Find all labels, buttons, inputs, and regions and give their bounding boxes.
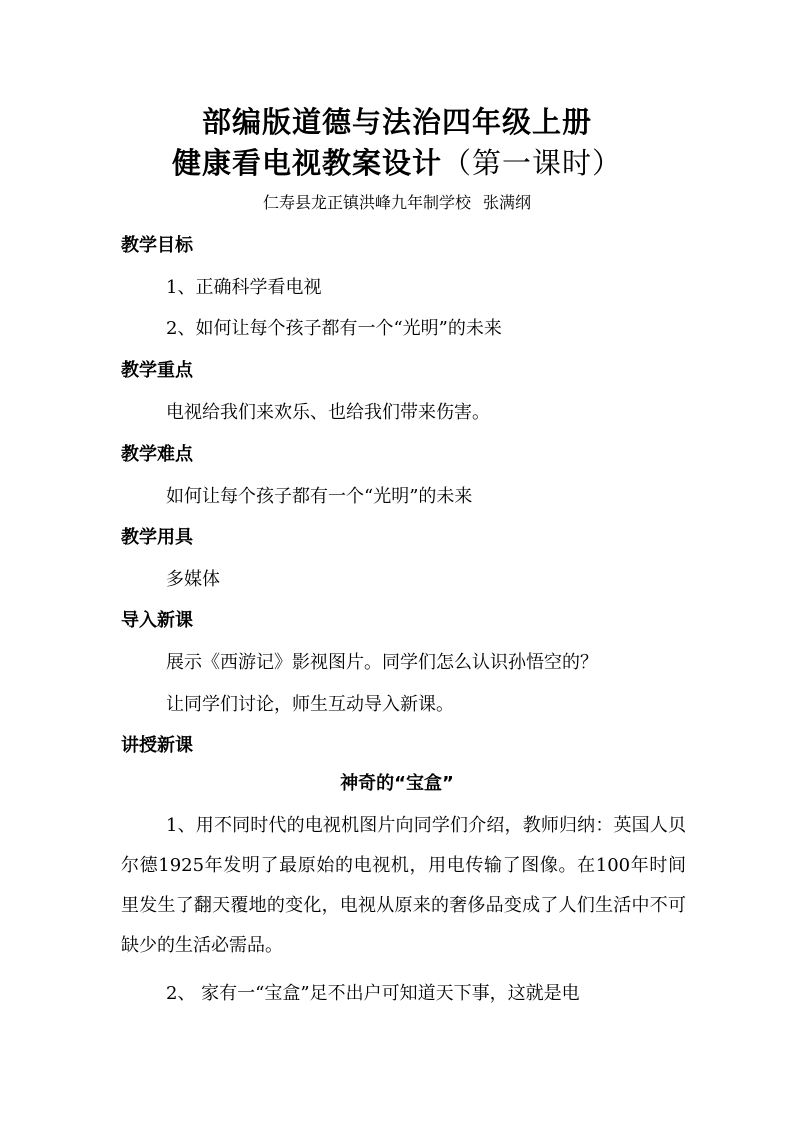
new-lesson-paragraph-2: 2、 家有一“宝盒”足不出户可知道天下事，这就是电 [166, 983, 580, 1004]
intro-line-1: 展示《西游记》影视图片。同学们怎么认识孙悟空的？ [166, 652, 598, 673]
document-title-lesson-number: （第一课时） [442, 146, 623, 180]
section-heading-tools: 教学用具 [121, 527, 193, 548]
intro-line-2: 让同学们讨论，师生互动导入新课。 [166, 694, 454, 715]
document-title-line2 [0, 141, 794, 182]
document-title-main: 健康看电视教案设计 [171, 146, 442, 180]
author-name: 张满纲 [483, 193, 532, 212]
goal-item-2: 2、如何让每个孩子都有一个“光明”的未来 [166, 318, 502, 339]
author-line [0, 190, 794, 213]
new-lesson-subtitle: 神奇的“宝盒” [340, 773, 454, 794]
tools-text: 多媒体 [166, 569, 220, 590]
author-school: 仁寿县龙正镇洪峰九年制学校 [262, 193, 471, 212]
section-heading-key-points: 教学重点 [121, 360, 193, 381]
section-heading-new-lesson: 讲授新课 [121, 735, 193, 756]
key-points-text: 电视给我们来欢乐、也给我们带来伤害。 [166, 402, 490, 423]
section-heading-difficulties: 教学难点 [121, 444, 193, 465]
new-lesson-paragraph-1: 1、用不同时代的电视机图片向同学们介绍，教师归纳：英国人贝尔德1925年发明了最原始的电视机，用电传输了图像。在100年时间里发生了翻天覆地的变化，电视从原来的奢侈品变成了人们生活中不可缺少的生活必需品。 [121, 815, 686, 956]
difficulties-text: 如何让每个孩子都有一个“光明”的未来 [166, 486, 473, 507]
section-heading-goals: 教学目标 [121, 235, 193, 256]
section-heading-intro: 导入新课 [121, 610, 193, 631]
document-title-line1: 部编版道德与法治四年级上册 [201, 105, 592, 139]
goal-item-1: 1、正确科学看电视 [166, 277, 322, 298]
